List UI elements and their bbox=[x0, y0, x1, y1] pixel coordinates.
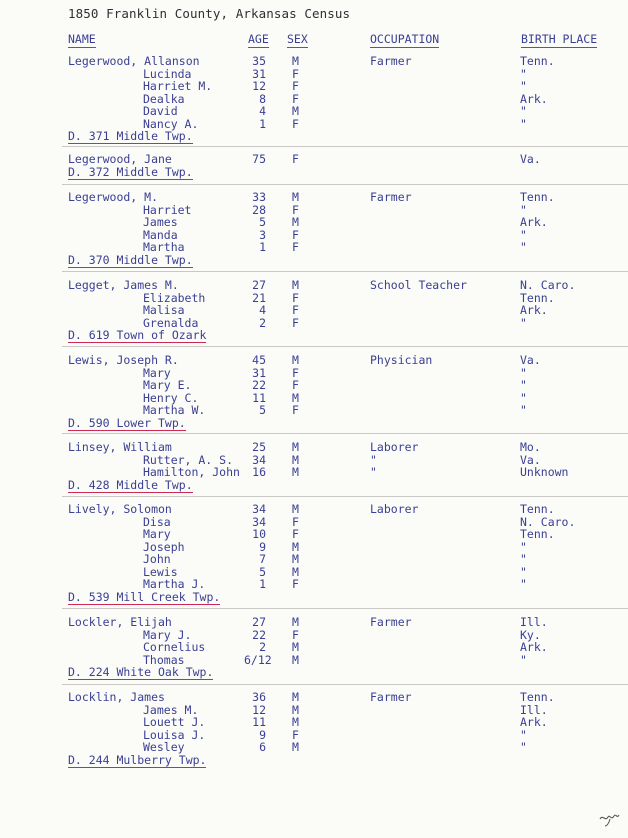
person-name: Legget, James M. bbox=[68, 278, 179, 292]
household-divider bbox=[62, 146, 628, 147]
person-row bbox=[0, 55, 628, 68]
person-age: 4 bbox=[259, 104, 266, 118]
person-name: Legerwood, Allanson bbox=[68, 54, 200, 68]
person-age: 1 bbox=[259, 577, 266, 591]
person-birth-place: " bbox=[520, 727, 527, 742]
dwelling-label: D. 372 Middle Twp. bbox=[68, 164, 193, 179]
person-occupation: Laborer bbox=[370, 440, 419, 454]
person-age: 45 bbox=[252, 353, 266, 367]
person-sex: M bbox=[292, 690, 299, 704]
person-birth-place: " bbox=[520, 66, 527, 81]
column-header-sex: SEX bbox=[287, 32, 308, 46]
dwelling-location bbox=[0, 479, 628, 492]
person-sex: M bbox=[292, 452, 299, 467]
person-row bbox=[0, 553, 628, 566]
person-birth-place: Tenn. bbox=[520, 502, 555, 516]
column-header-birth-place: BIRTH PLACE bbox=[521, 32, 598, 46]
person-age: 28 bbox=[252, 202, 266, 217]
person-birth-place: Tenn. bbox=[520, 290, 555, 305]
person-birth-place: Va. bbox=[520, 452, 541, 467]
person-occupation: " bbox=[370, 465, 377, 479]
person-birth-place: " bbox=[520, 390, 527, 405]
person-age: 9 bbox=[259, 727, 266, 742]
person-row bbox=[0, 466, 628, 479]
person-age: 22 bbox=[252, 378, 266, 392]
person-age: 22 bbox=[252, 627, 266, 642]
person-age: 31 bbox=[252, 365, 266, 380]
person-birth-place: Va. bbox=[520, 152, 541, 166]
person-name: Linsey, William bbox=[68, 440, 172, 454]
person-birth-place: Tenn. bbox=[520, 190, 555, 204]
person-sex: M bbox=[292, 564, 299, 579]
person-birth-place: " bbox=[520, 403, 527, 417]
column-header-age: AGE bbox=[248, 32, 269, 46]
column-header-occupation: OCCUPATION bbox=[370, 32, 440, 46]
person-birth-place: " bbox=[520, 116, 527, 131]
person-age: 21 bbox=[252, 290, 266, 305]
person-occupation: " bbox=[370, 452, 377, 467]
person-sex: M bbox=[292, 640, 299, 654]
household-7 bbox=[0, 503, 628, 604]
person-name: Lewis, Joseph R. bbox=[68, 353, 179, 367]
person-sex: F bbox=[292, 116, 299, 131]
person-birth-place: " bbox=[520, 552, 527, 566]
person-name: Thomas bbox=[143, 652, 185, 667]
person-birth-place: Ark. bbox=[520, 640, 548, 654]
person-birth-place: Unknown bbox=[520, 465, 569, 479]
person-age: 3 bbox=[259, 227, 266, 242]
person-age: 25 bbox=[252, 440, 266, 454]
household-divider bbox=[62, 271, 628, 272]
person-age: 75 bbox=[252, 152, 266, 166]
person-birth-place: " bbox=[520, 202, 527, 217]
dwelling-location bbox=[0, 130, 628, 143]
person-row bbox=[0, 578, 628, 591]
person-name: Martha J. bbox=[143, 577, 206, 591]
person-age: 27 bbox=[252, 615, 266, 629]
dwelling-location bbox=[0, 417, 628, 430]
person-row bbox=[0, 641, 628, 654]
person-age: 11 bbox=[252, 390, 266, 405]
person-row bbox=[0, 729, 628, 742]
household-8 bbox=[0, 616, 628, 679]
person-row bbox=[0, 404, 628, 417]
person-sex: F bbox=[292, 290, 299, 305]
person-row bbox=[0, 379, 628, 392]
person-age: 11 bbox=[252, 715, 266, 729]
person-birth-place: N. Caro. bbox=[520, 514, 576, 529]
person-age: 9 bbox=[259, 539, 266, 554]
person-row bbox=[0, 241, 628, 254]
person-age: 5 bbox=[259, 215, 266, 229]
person-occupation: Laborer bbox=[370, 502, 419, 516]
person-age: 5 bbox=[259, 403, 266, 417]
person-sex: F bbox=[292, 227, 299, 242]
person-sex: M bbox=[292, 465, 299, 479]
person-sex: M bbox=[292, 54, 299, 68]
household-divider bbox=[62, 684, 628, 685]
person-age: 35 bbox=[252, 54, 266, 68]
person-birth-place: N. Caro. bbox=[520, 278, 576, 292]
household-4 bbox=[0, 279, 628, 342]
person-sex: M bbox=[292, 715, 299, 729]
person-row bbox=[0, 528, 628, 541]
person-age: 27 bbox=[252, 278, 266, 292]
person-name: Louett J. bbox=[143, 715, 206, 729]
person-name: James M. bbox=[143, 702, 199, 717]
person-birth-place: Va. bbox=[520, 353, 541, 367]
person-name: Legerwood, M. bbox=[68, 190, 159, 204]
person-age: 4 bbox=[259, 303, 266, 317]
person-occupation: Farmer bbox=[370, 690, 412, 704]
person-name: Elizabeth bbox=[143, 290, 206, 305]
person-age: 10 bbox=[252, 527, 266, 541]
person-name: Lewis bbox=[143, 564, 178, 579]
person-sex: F bbox=[292, 403, 299, 417]
person-sex: M bbox=[292, 552, 299, 566]
person-row bbox=[0, 229, 628, 242]
person-age: 36 bbox=[252, 690, 266, 704]
person-birth-place: " bbox=[520, 539, 527, 554]
dwelling-label: D. 371 Middle Twp. bbox=[68, 129, 193, 143]
person-occupation: Farmer bbox=[370, 190, 412, 204]
person-occupation: Physician bbox=[370, 353, 433, 367]
person-sex: F bbox=[292, 152, 299, 166]
person-name: Malisa bbox=[143, 303, 185, 317]
person-name: Harriet M. bbox=[143, 79, 213, 93]
person-row bbox=[0, 367, 628, 380]
person-name: Martha W. bbox=[143, 403, 206, 417]
person-row bbox=[0, 68, 628, 81]
person-occupation: Farmer bbox=[370, 54, 412, 68]
person-name: Martha bbox=[143, 240, 185, 254]
person-name: Rutter, A. S. bbox=[143, 452, 234, 467]
person-sex: M bbox=[292, 190, 299, 204]
person-name: Louisa J. bbox=[143, 727, 206, 742]
person-age: 2 bbox=[259, 315, 266, 330]
person-age: 7 bbox=[259, 552, 266, 566]
household-divider bbox=[62, 346, 628, 347]
household-divider bbox=[62, 608, 628, 609]
dwelling-label: D. 590 Lower Twp. bbox=[68, 415, 186, 430]
person-name: Wesley bbox=[143, 740, 185, 754]
household-5 bbox=[0, 354, 628, 430]
household-divider bbox=[62, 184, 628, 185]
person-name: Joseph bbox=[143, 539, 185, 554]
person-age: 34 bbox=[252, 452, 266, 467]
household-divider bbox=[62, 433, 628, 434]
person-sex: F bbox=[292, 91, 299, 106]
dwelling-label: D. 619 Town of Ozark bbox=[68, 328, 207, 342]
person-sex: F bbox=[292, 514, 299, 529]
person-name: Hamilton, John bbox=[143, 465, 240, 479]
person-age: 31 bbox=[252, 66, 266, 81]
person-name: James bbox=[143, 215, 178, 229]
person-sex: M bbox=[292, 539, 299, 554]
person-age: 2 bbox=[259, 640, 266, 654]
person-row bbox=[0, 566, 628, 579]
person-sex: M bbox=[292, 652, 299, 667]
person-age: 5 bbox=[259, 564, 266, 579]
person-birth-place: Ill. bbox=[520, 615, 548, 629]
person-row bbox=[0, 392, 628, 405]
person-name: Nancy A. bbox=[143, 116, 199, 131]
person-birth-place: " bbox=[520, 365, 527, 380]
person-sex: M bbox=[292, 353, 299, 367]
person-name: Lively, Solomon bbox=[68, 502, 172, 516]
household-6 bbox=[0, 441, 628, 492]
person-age: 6 bbox=[259, 740, 266, 754]
household-3 bbox=[0, 191, 628, 267]
dwelling-label: D. 428 Middle Twp. bbox=[68, 477, 193, 492]
person-birth-place: " bbox=[520, 378, 527, 392]
person-age: 34 bbox=[252, 502, 266, 516]
person-birth-place: " bbox=[520, 740, 527, 754]
person-row bbox=[0, 191, 628, 204]
person-birth-place: " bbox=[520, 227, 527, 242]
person-name: Mary bbox=[143, 365, 171, 380]
person-birth-place: Ark. bbox=[520, 215, 548, 229]
dwelling-label: D. 370 Middle Twp. bbox=[68, 252, 193, 267]
household-9 bbox=[0, 691, 628, 767]
person-age: 1 bbox=[259, 240, 266, 254]
person-sex: F bbox=[292, 202, 299, 217]
person-row bbox=[0, 304, 628, 317]
handwritten-page-mark bbox=[597, 806, 621, 828]
person-birth-place: " bbox=[520, 652, 527, 667]
person-name: Lucinda bbox=[143, 66, 192, 81]
person-name: Manda bbox=[143, 227, 178, 242]
person-sex: M bbox=[292, 104, 299, 118]
person-sex: F bbox=[292, 303, 299, 317]
person-sex: M bbox=[292, 702, 299, 717]
person-sex: F bbox=[292, 727, 299, 742]
person-name: Disa bbox=[143, 514, 171, 529]
person-row bbox=[0, 80, 628, 93]
person-sex: M bbox=[292, 390, 299, 405]
person-name: Legerwood, Jane bbox=[68, 152, 172, 166]
person-age: 8 bbox=[259, 91, 266, 106]
person-birth-place: " bbox=[520, 240, 527, 254]
person-sex: M bbox=[292, 278, 299, 292]
person-name: Lockler, Elijah bbox=[68, 615, 172, 629]
person-name: Mary J. bbox=[143, 627, 192, 642]
person-sex: F bbox=[292, 577, 299, 591]
person-sex: M bbox=[292, 615, 299, 629]
person-sex: F bbox=[292, 315, 299, 330]
person-birth-place: Ky. bbox=[520, 627, 541, 642]
person-name: Mary bbox=[143, 527, 171, 541]
person-occupation: School Teacher bbox=[370, 278, 467, 292]
person-sex: M bbox=[292, 502, 299, 516]
person-sex: M bbox=[292, 215, 299, 229]
person-row bbox=[0, 105, 628, 118]
person-sex: M bbox=[292, 440, 299, 454]
person-row bbox=[0, 541, 628, 554]
person-name: David bbox=[143, 104, 178, 118]
person-age: 16 bbox=[252, 465, 266, 479]
person-sex: F bbox=[292, 627, 299, 642]
person-sex: F bbox=[292, 240, 299, 254]
person-name: Harriet bbox=[143, 202, 192, 217]
person-age: 6/12 bbox=[244, 652, 272, 667]
person-name: Cornelius bbox=[143, 640, 206, 654]
person-birth-place: Tenn. bbox=[520, 54, 555, 68]
person-sex: F bbox=[292, 79, 299, 93]
person-age: 12 bbox=[252, 79, 266, 93]
person-sex: F bbox=[292, 378, 299, 392]
person-row bbox=[0, 691, 628, 704]
dwelling-location bbox=[0, 166, 628, 179]
person-row bbox=[0, 741, 628, 754]
person-birth-place: Mo. bbox=[520, 440, 541, 454]
person-row bbox=[0, 354, 628, 367]
person-row bbox=[0, 716, 628, 729]
household-divider bbox=[62, 496, 628, 497]
dwelling-location bbox=[0, 591, 628, 604]
person-birth-place: Ark. bbox=[520, 715, 548, 729]
person-age: 12 bbox=[252, 702, 266, 717]
person-age: 33 bbox=[252, 190, 266, 204]
person-birth-place: " bbox=[520, 79, 527, 93]
page-title: 1850 Franklin County, Arkansas Census bbox=[68, 6, 351, 21]
person-birth-place: Ill. bbox=[520, 702, 548, 717]
person-sex: F bbox=[292, 365, 299, 380]
household-1 bbox=[0, 55, 628, 143]
dwelling-location bbox=[0, 329, 628, 342]
dwelling-location bbox=[0, 666, 628, 679]
person-birth-place: Tenn. bbox=[520, 527, 555, 541]
person-name: Locklin, James bbox=[68, 690, 165, 704]
person-name: Henry C. bbox=[143, 390, 199, 405]
person-birth-place: " bbox=[520, 564, 527, 579]
person-age: 34 bbox=[252, 514, 266, 529]
dwelling-label: D. 224 White Oak Twp. bbox=[68, 665, 214, 679]
dwelling-location bbox=[0, 754, 628, 767]
person-sex: F bbox=[292, 66, 299, 81]
person-occupation: Farmer bbox=[370, 615, 412, 629]
person-row bbox=[0, 616, 628, 629]
person-row bbox=[0, 93, 628, 106]
person-name: Grenalda bbox=[143, 315, 199, 330]
person-row bbox=[0, 279, 628, 292]
person-sex: F bbox=[292, 527, 299, 541]
dwelling-label: D. 244 Mulberry Twp. bbox=[68, 752, 207, 767]
dwelling-label: D. 539 Mill Creek Twp. bbox=[68, 589, 221, 604]
person-row bbox=[0, 503, 628, 516]
household-2 bbox=[0, 153, 628, 179]
person-name: Dealka bbox=[143, 91, 185, 106]
person-name: Mary E. bbox=[143, 378, 192, 392]
column-header-name: NAME bbox=[68, 32, 96, 46]
person-birth-place: " bbox=[520, 104, 527, 118]
person-row bbox=[0, 216, 628, 229]
person-row bbox=[0, 153, 628, 166]
person-sex: M bbox=[292, 740, 299, 754]
person-birth-place: Ark. bbox=[520, 91, 548, 106]
person-birth-place: Tenn. bbox=[520, 690, 555, 704]
person-birth-place: " bbox=[520, 577, 527, 591]
person-birth-place: Ark. bbox=[520, 303, 548, 317]
dwelling-location bbox=[0, 254, 628, 267]
person-age: 1 bbox=[259, 116, 266, 131]
person-row bbox=[0, 441, 628, 454]
person-name: John bbox=[143, 552, 171, 566]
person-birth-place: " bbox=[520, 315, 527, 330]
